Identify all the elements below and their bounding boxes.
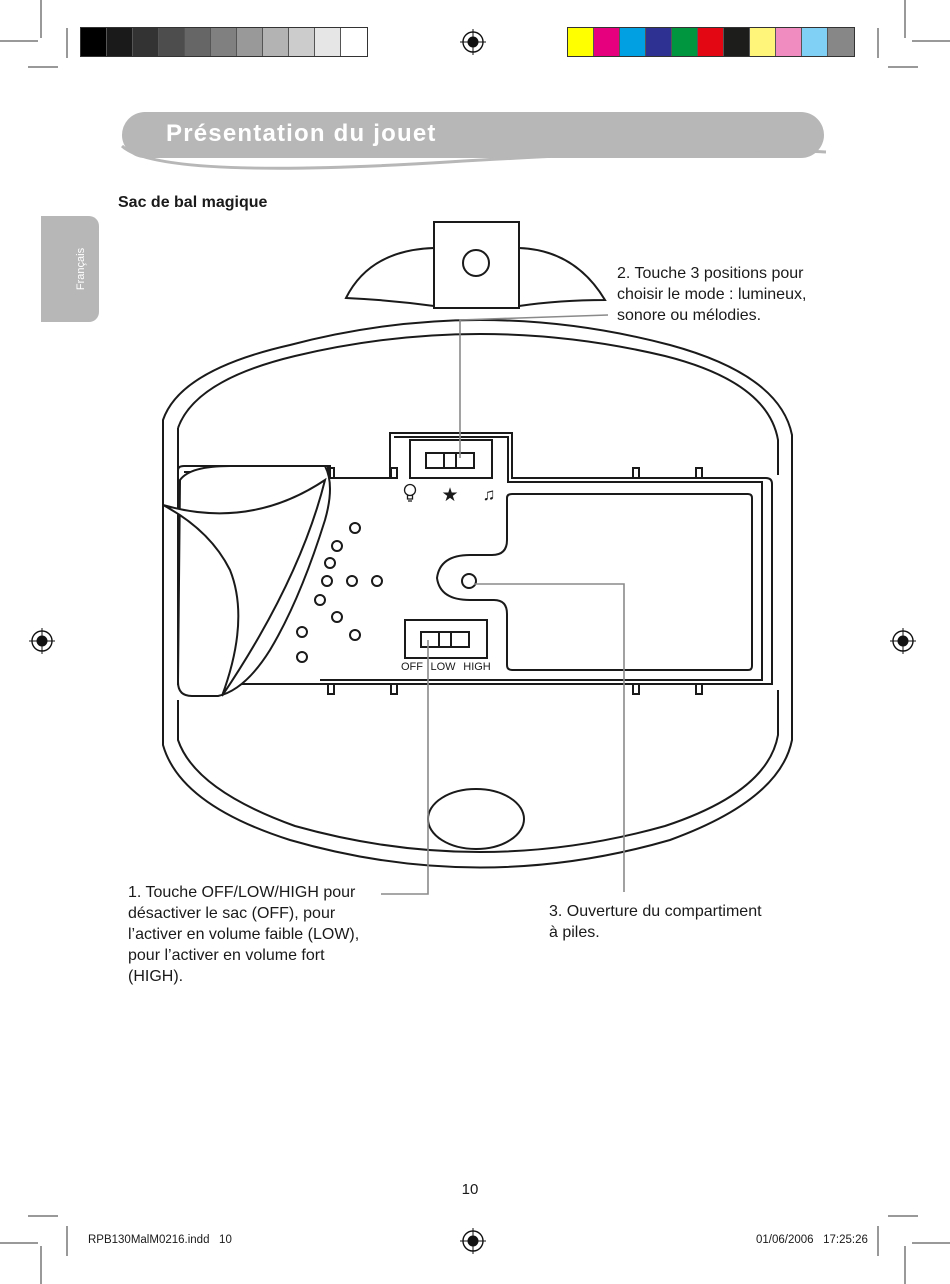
callout-three-line: à piles. [549, 924, 600, 941]
callout-three-line: 3. Ouverture du compartiment [549, 903, 762, 920]
switch-label-high: HIGH [463, 661, 491, 673]
volume-switch-knob [439, 632, 451, 647]
page-title: Présentation du jouet [166, 120, 437, 147]
footer-datetime: 01/06/2006 17:25:26 [756, 1234, 868, 1246]
callout-two-line: choisir le mode : lumineux, [617, 286, 807, 303]
music-note-icon: ♫ [482, 485, 496, 504]
mode-switch-knob [444, 453, 456, 468]
leader-line-one [381, 640, 428, 894]
callout-one [128, 882, 359, 987]
battery-screw [462, 574, 476, 588]
callout-one-line: désactiver le sac (OFF), pour [128, 905, 336, 922]
footer-file-info: RPB130MalM0216.indd 10 [88, 1234, 232, 1246]
language-tab-label: Français [75, 247, 87, 291]
section-subtitle: Sac de bal magique [118, 194, 268, 211]
strap-right-wing [519, 248, 605, 306]
strap-buckle [434, 222, 519, 308]
page-number: 10 [461, 1181, 479, 1198]
callout-one-line: pour l’activer en volume fort [128, 947, 325, 964]
bulb-icon [405, 485, 416, 502]
star-icon: ★ [441, 485, 459, 506]
strap-left-wing [346, 248, 434, 306]
strap-hole [463, 250, 489, 276]
callout-one-line: (HIGH). [128, 968, 184, 985]
callout-two-line: 2. Touche 3 positions pour [617, 265, 804, 282]
callout-two [617, 263, 806, 326]
callout-one-line: l’activer en volume faible (LOW), [128, 926, 360, 943]
callout-three [549, 901, 762, 943]
callout-one-line: 1. Touche OFF/LOW/HIGH pour [128, 884, 356, 901]
switch-label-low: LOW [430, 661, 456, 673]
bottom-opening [428, 789, 524, 849]
callout-two-line: sonore ou mélodies. [617, 307, 762, 324]
switch-label-off: OFF [401, 661, 423, 673]
battery-compartment [437, 494, 752, 670]
